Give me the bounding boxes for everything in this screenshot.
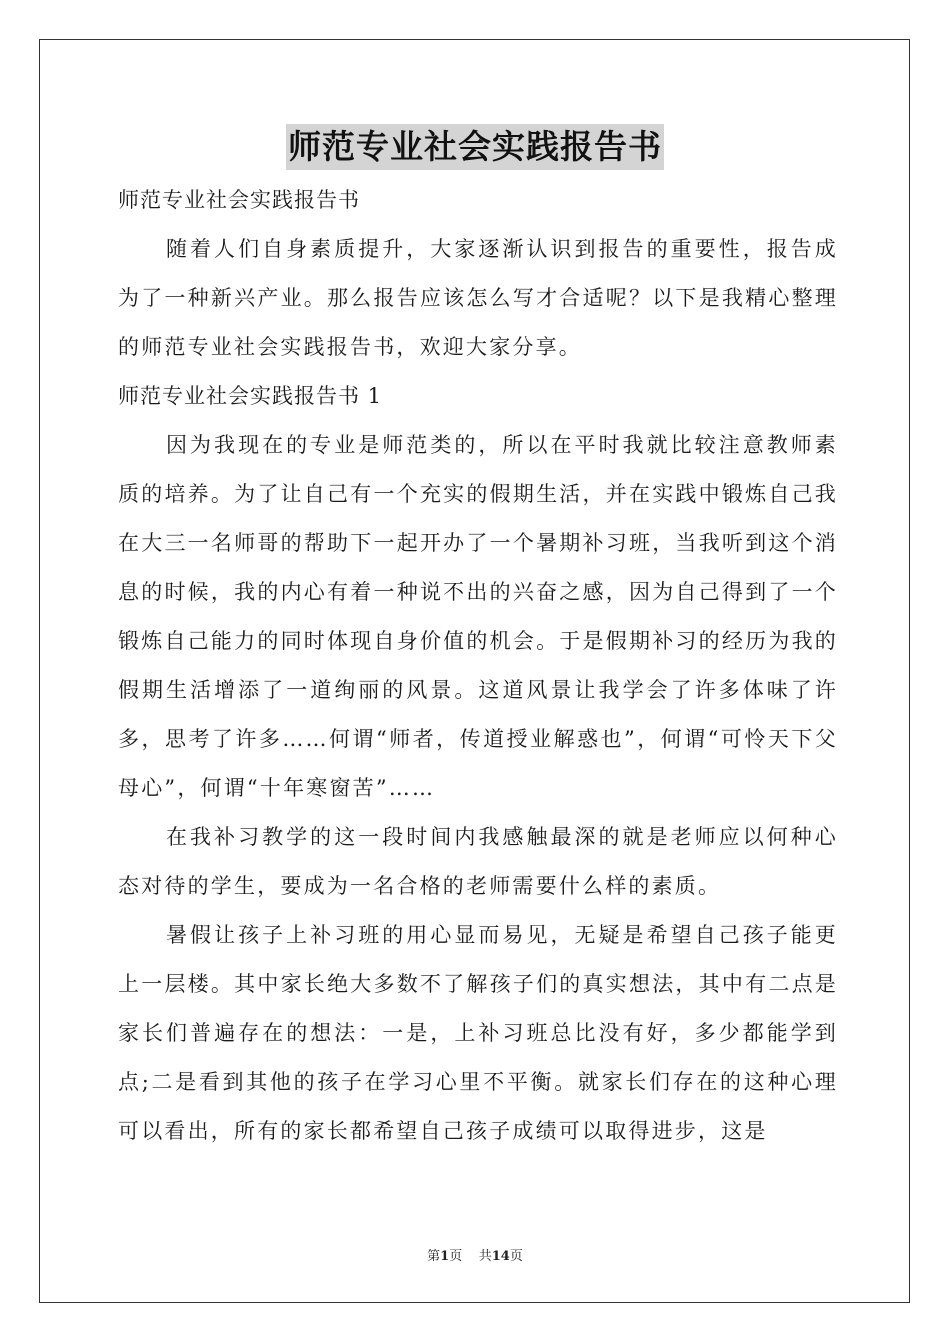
document-title: 师范专业社会实践报告书 [286, 124, 664, 170]
total-prefix: 共 [478, 1249, 492, 1264]
section-heading: 师范专业社会实践报告书 [118, 188, 360, 212]
section-heading: 师范专业社会实践报告书 1 [118, 384, 383, 408]
page-suffix: 页 [449, 1249, 463, 1264]
page-prefix: 第 [427, 1249, 441, 1264]
total-pages: 14 [491, 1249, 510, 1264]
paragraph: 因为我现在的专业是师范类的，所以在平时我就比较注意教师素质的培养。为了让自己有一个充实的假期生活，并在实践中锻炼自己我在大三一名师哥的帮助下一起开办了一个暑期补习班，当我听到这个消息的时候，我的内心有着一种说不出的兴奋之感，因为自己得到了一个锻炼自己能力的同时体现自身价值的机会。于是假期补习的经历为我的假期生活增添了一道绚丽的风景。这道风景让我学会了许多体味了许多，思考了许多……何谓“师者，传道授业解惑也”，何谓“可怜天下父母心”，何谓“十年寒窗苦”…… [118, 433, 838, 800]
paragraph: 暑假让孩子上补习班的用心显而易见，无疑是希望自己孩子能更上一层楼。其中家长绝大多数不了解孩子们的真实想法，其中有二点是家长们普遍存在的想法：一是，上补习班总比没有好，多少都能学到点;二是看到其他的孩子在学习心里不平衡。就家长们存在的这种心理可以看出，所有的家长都希望自己孩子成绩可以取得进步，这是 [118, 923, 838, 1143]
page-number: 1 [440, 1249, 450, 1264]
total-suffix: 页 [509, 1249, 523, 1264]
page-footer [0, 1245, 950, 1264]
paragraph: 在我补习教学的这一段时间内我感触最深的就是老师应以何种心态对待的学生，要成为一名合格的老师需要什么样的素质。 [118, 825, 838, 898]
document-body [118, 176, 838, 1156]
paragraph: 随着人们自身素质提升，大家逐渐认识到报告的重要性，报告成为了一种新兴产业。那么报告应该怎么写才合适呢？以下是我精心整理的师范专业社会实践报告书，欢迎大家分享。 [118, 237, 838, 359]
title-wrap [0, 124, 950, 170]
